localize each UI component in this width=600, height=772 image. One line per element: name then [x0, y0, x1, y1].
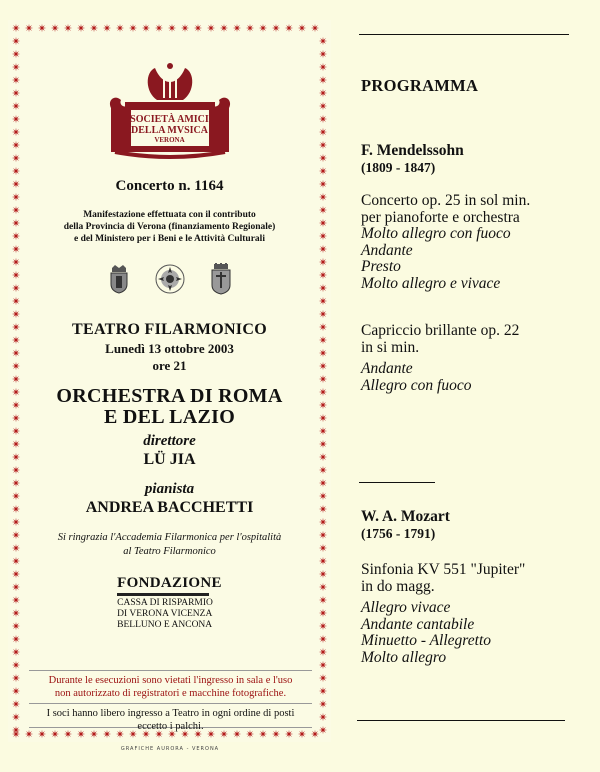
border-star — [319, 544, 327, 552]
border-star — [12, 453, 20, 461]
border-star — [12, 557, 20, 565]
border-star — [12, 50, 20, 58]
movement: Presto — [361, 258, 401, 275]
border-star — [12, 76, 20, 84]
ministry-emblem-icon — [154, 263, 186, 295]
border-star — [12, 440, 20, 448]
border-star — [12, 89, 20, 97]
pianist-name: ANDREA BACCHETTI — [85, 499, 254, 516]
border-star — [319, 440, 327, 448]
border-star — [207, 24, 215, 32]
border-star — [12, 635, 20, 643]
border-star — [181, 24, 189, 32]
border-star — [319, 206, 327, 214]
border-star — [319, 414, 327, 422]
composer-name: W. A. Mozart — [361, 508, 450, 525]
work-title-line: in do magg. — [361, 577, 435, 595]
notice-box — [29, 670, 312, 732]
border-star — [12, 63, 20, 71]
crest-row — [30, 261, 309, 297]
funding-note — [30, 209, 309, 245]
border-star — [298, 24, 306, 32]
work-title-line: Capriccio brillante op. 22 — [361, 322, 520, 339]
society-logo — [105, 60, 235, 160]
notice-line: I soci hanno libero ingresso a Teatro in ogni ordine di posti — [46, 708, 295, 719]
border-star — [12, 362, 20, 370]
programme-title: PROGRAMMA — [361, 76, 479, 95]
sponsor-fondazione — [117, 575, 222, 631]
programme-column — [355, 0, 595, 772]
border-star — [319, 219, 327, 227]
concert-card — [8, 20, 331, 742]
border-star — [319, 505, 327, 513]
border-star — [12, 492, 20, 500]
border-star — [319, 232, 327, 240]
border-star — [319, 115, 327, 123]
border-star — [38, 24, 46, 32]
border-star — [12, 570, 20, 578]
border-star — [319, 622, 327, 630]
thanks-line: al Teatro Filarmonico — [123, 546, 216, 557]
movement: Molto allegro con fuoco — [361, 225, 511, 242]
border-star — [12, 713, 20, 721]
work-jupiter — [361, 562, 525, 666]
border-star — [319, 466, 327, 474]
border-star — [272, 24, 280, 32]
border-star — [12, 128, 20, 136]
notice-line: Durante le esecuzioni sono vietati l'ingresso in sala e l'uso — [48, 675, 293, 686]
orchestra-line: ORCHESTRA DI ROMA — [56, 385, 283, 407]
border-star — [319, 687, 327, 695]
recording-notice — [29, 671, 312, 700]
border-star — [319, 596, 327, 604]
border-star — [319, 297, 327, 305]
work-title-line: per pianoforte e orchestra — [361, 208, 520, 226]
composer-years: (1809 - 1847) — [361, 160, 436, 175]
border-star — [12, 505, 20, 513]
movement: Molto allegro — [361, 648, 447, 666]
pianist-role: pianista — [144, 481, 195, 497]
border-star — [319, 76, 327, 84]
border-star — [129, 24, 137, 32]
composer-mendelssohn — [361, 142, 464, 176]
border-star — [319, 635, 327, 643]
logo-line-2: DELLA MVSICA — [131, 125, 208, 136]
thanks-line: Si ringrazia l'Accademia Filarmonica per l'ospitalità — [57, 532, 282, 543]
border-star — [319, 154, 327, 162]
sponsor-line: CASSA DI RISPARMIO — [117, 598, 213, 608]
notice-line: non autorizzato di registratori e macchine fotografiche. — [54, 688, 287, 699]
composer-mozart — [361, 508, 450, 542]
border-star — [12, 726, 20, 734]
movement: Andante — [361, 360, 413, 377]
border-star — [12, 674, 20, 682]
border-star — [319, 648, 327, 656]
border-star — [194, 24, 202, 32]
border-star — [319, 375, 327, 383]
border-star — [12, 531, 20, 539]
border-star — [319, 362, 327, 370]
border-star — [12, 37, 20, 45]
border-star — [319, 63, 327, 71]
movement: Allegro vivace — [361, 599, 451, 616]
border-star — [12, 479, 20, 487]
border-star — [319, 336, 327, 344]
border-star — [319, 492, 327, 500]
border-star — [319, 388, 327, 396]
border-star — [12, 219, 20, 227]
border-star — [319, 427, 327, 435]
border-star — [12, 310, 20, 318]
border-star — [319, 570, 327, 578]
border-star — [142, 24, 150, 32]
border-star — [77, 24, 85, 32]
border-star — [12, 700, 20, 708]
border-star — [12, 648, 20, 656]
border-star — [12, 401, 20, 409]
border-star — [12, 206, 20, 214]
movement: Minuetto - Allegretto — [361, 632, 492, 649]
city-crest-icon — [210, 263, 232, 295]
border-star — [12, 609, 20, 617]
notice-divider — [29, 703, 312, 704]
border-star — [12, 180, 20, 188]
border-star — [25, 24, 33, 32]
border-star — [319, 531, 327, 539]
border-star — [64, 24, 72, 32]
border-star — [116, 24, 124, 32]
border-star — [319, 453, 327, 461]
sponsor-title: FONDAZIONE — [117, 575, 222, 591]
border-star — [168, 24, 176, 32]
logo-line-3: VERONA — [154, 136, 185, 144]
printer-credit: GRAFICHE AURORA - VERONA — [120, 746, 220, 752]
sponsor-line: DI VERONA VICENZA — [117, 609, 213, 619]
border-star — [12, 232, 20, 240]
border-star — [12, 258, 20, 266]
border-star — [12, 388, 20, 396]
border-star — [319, 583, 327, 591]
funding-line: della Provincia di Verona (finanziamento Regionale) — [63, 222, 276, 232]
border-star — [12, 544, 20, 552]
border-star — [12, 375, 20, 383]
border-star — [319, 700, 327, 708]
middle-rule — [359, 482, 435, 483]
border-star — [12, 414, 20, 422]
orchestra-name — [30, 386, 309, 428]
card-content — [30, 40, 309, 732]
border-star — [319, 401, 327, 409]
border-star — [319, 102, 327, 110]
work-title-line: Concerto op. 25 in sol min. — [361, 192, 531, 209]
border-star — [319, 141, 327, 149]
border-star — [90, 24, 98, 32]
border-star — [103, 24, 111, 32]
conductor-role: direttore — [143, 433, 196, 449]
border-star — [12, 349, 20, 357]
border-star — [12, 102, 20, 110]
border-star — [12, 297, 20, 305]
border-star — [319, 50, 327, 58]
border-star — [12, 245, 20, 253]
border-star — [319, 518, 327, 526]
thanks-note — [30, 531, 309, 559]
border-star — [319, 661, 327, 669]
funding-line: Manifestazione effettuata con il contributo — [83, 210, 256, 220]
border-star — [12, 596, 20, 604]
border-star — [319, 128, 327, 136]
composer-name: F. Mendelssohn — [361, 142, 464, 159]
border-star — [12, 518, 20, 526]
border-star — [12, 427, 20, 435]
notice-line: eccetto i palchi. — [137, 721, 204, 732]
border-star — [12, 271, 20, 279]
funding-line: e del Ministero per i Beni e le Attività Culturali — [74, 234, 265, 244]
border-star — [12, 284, 20, 292]
work-title-line: in si min. — [361, 338, 420, 356]
border-star — [285, 24, 293, 32]
border-star — [319, 726, 327, 734]
border-star — [12, 141, 20, 149]
border-star — [319, 258, 327, 266]
concert-number: Concerto n. 1164 — [115, 178, 224, 194]
border-star — [259, 24, 267, 32]
border-star — [12, 167, 20, 175]
border-star — [319, 674, 327, 682]
border-star — [12, 583, 20, 591]
border-star — [220, 24, 228, 32]
movement: Allegro con fuoco — [361, 376, 472, 394]
concert-time: ore 21 — [152, 358, 187, 373]
border-star — [51, 24, 59, 32]
work-capriccio-op22 — [361, 323, 519, 394]
movement: Molto allegro e vivace — [361, 274, 501, 292]
border-star — [12, 687, 20, 695]
border-star — [319, 713, 327, 721]
border-star — [12, 323, 20, 331]
border-star — [319, 271, 327, 279]
border-star — [155, 24, 163, 32]
sponsor-line: BELLUNO E ANCONA — [117, 620, 213, 630]
border-star — [233, 24, 241, 32]
composer-years: (1756 - 1791) — [361, 526, 436, 541]
border-star — [319, 193, 327, 201]
border-star — [12, 24, 20, 32]
movement: Andante cantabile — [361, 615, 475, 633]
venue: TEATRO FILARMONICO — [72, 321, 267, 338]
border-star — [319, 557, 327, 565]
border-star — [319, 323, 327, 331]
border-star — [319, 349, 327, 357]
border-star — [311, 24, 319, 32]
logo-line-1: SOCIETÀ AMICI — [130, 114, 209, 125]
border-star — [319, 284, 327, 292]
sponsor-rule — [117, 593, 209, 596]
border-star — [12, 336, 20, 344]
province-crest-icon — [108, 264, 130, 294]
border-star — [319, 167, 327, 175]
border-star — [12, 661, 20, 669]
border-star — [319, 609, 327, 617]
orchestra-line: E DEL LAZIO — [103, 406, 236, 428]
border-star — [319, 310, 327, 318]
border-star — [319, 245, 327, 253]
border-star — [319, 89, 327, 97]
border-star — [12, 466, 20, 474]
movement: Andante — [361, 241, 413, 259]
conductor-name: LÜ JIA — [143, 451, 196, 468]
border-star — [319, 37, 327, 45]
concert-date: Lunedì 13 ottobre 2003 — [105, 341, 234, 356]
border-star — [12, 115, 20, 123]
border-star — [246, 24, 254, 32]
top-rule — [359, 34, 569, 35]
border-star — [319, 479, 327, 487]
border-star — [12, 622, 20, 630]
border-star — [311, 730, 319, 738]
work-concerto-op25 — [361, 193, 530, 292]
border-star — [12, 154, 20, 162]
members-notice — [29, 707, 312, 733]
border-star — [12, 193, 20, 201]
border-star — [319, 180, 327, 188]
work-title-line: Sinfonia KV 551 "Jupiter" — [361, 561, 526, 578]
bottom-rule — [357, 720, 565, 721]
